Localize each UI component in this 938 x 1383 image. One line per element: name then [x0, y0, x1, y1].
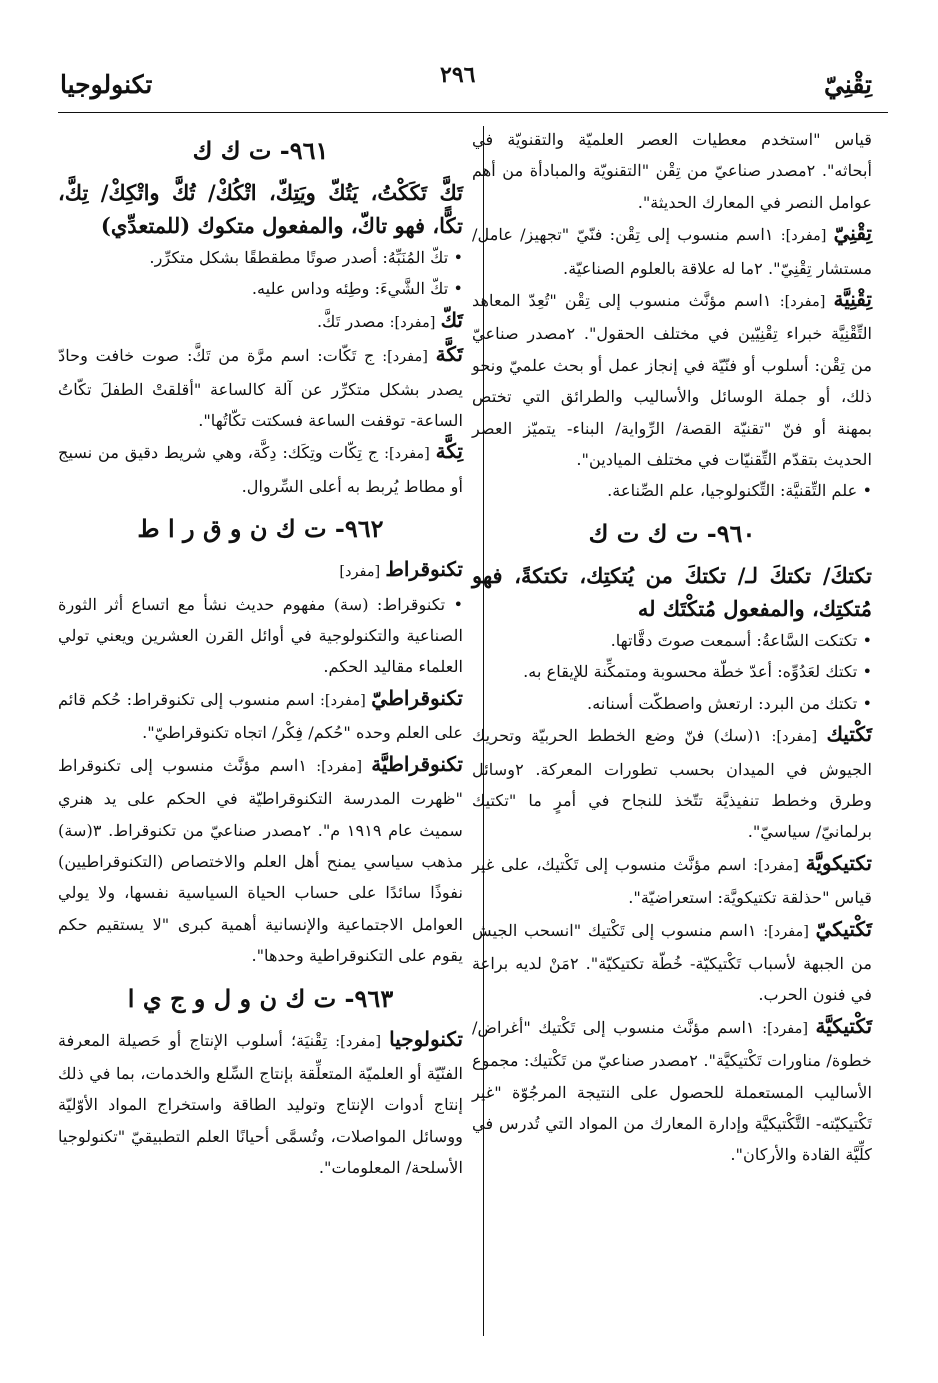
- headword: تَكَّة: [435, 342, 463, 367]
- bullet-item: • تكّ المُنَبِّهُ: أصدر صوتًا مطقطقًا بشكل متكرِّر.: [149, 248, 463, 267]
- left-column: [58, 124, 463, 1184]
- definition: ١اسم منسوب إلى تِقْن: فنّيّ "تجهيز/ عامل/ مستشار تِقْنِيّ". ٢ما له علاقة بالعلوم الصناعيّة.: [472, 225, 872, 278]
- definition: اسم مؤنَّث منسوب إلى تَكْتيك، على غير قياس "حذلقة تكتيكويَّة: استعراضيّة".: [472, 854, 872, 908]
- definition: ١(سك) فنّ وضع الخطط الحربيّة وتحريك الجيوش في الميدان بحسب تطورات المعركة. ٢وسائل وطرق وخطط تنفيذيَّة تتّخذ للنجاح في أمرٍ ما "تكتيك برلمانيّ/ سياسيّ".: [472, 726, 872, 842]
- entry: [58, 436, 463, 502]
- entry: [472, 914, 872, 1011]
- bullet-item: • تكتكت السَّاعةُ: أسمعت صوتَ دقَّاتها.: [610, 630, 872, 650]
- verb-headword: تَكَّ تَكَكْتُ، يَتُكّ ويَتِكّ، اتْكُكْ/ تُكَّ واتْكِكْ/ تِكَّ، تكًّا، فهو تاكّ، والمفعول متكوك (للمتعدِّي): [58, 180, 463, 238]
- headword: تَكّ: [440, 307, 463, 332]
- verb-headword: تكتكَ/ تكتكَ لـ/ تكتكَ من يُتكتِك، تكتكةً، فهو مُتكتِك، والمفعول مُتكْتَك له: [472, 562, 872, 621]
- definition: ١اسم مؤنَّث منسوب إلى تكنوقراط "ظهرت المدرسة التكنوقراطيّة في الحكم على يد هنري سميث عام ١٩١٩ م". ٢مصدر صناعيّ من تكنوقراط. ٣(سة) مذهب سياسي يمنح أهل العلم والاختصاص (التكنوقراطيين) نفوذًا سائدًا على حساب الحياة السياسية نفسها، ولا يولي العوامل الاجتماعية والإنسانية أهمية كبرى "لا يستقيم حكم يقوم على التكنوقراطية وحدها".: [58, 755, 463, 966]
- grammar-tag: [مفرد]:: [771, 729, 818, 746]
- section-heading-962: ٩٦٢- ت ك ن و ق ر ا ط: [137, 514, 384, 544]
- grammar-tag: [مفرد]:: [320, 692, 366, 709]
- entry: [472, 719, 872, 848]
- entry: [58, 339, 463, 436]
- entry-text: قياس "استخدم معطيات العصر العلميّة والتقنويّة في أبحاثه". ٢مصدر صناعيّ من تِقْن "التقنويّة والمبادأة من أهم عوامل النصر في المعارك الحديثة".: [472, 130, 872, 212]
- section-heading-960: ٩٦٠- ت ك ت ك: [588, 518, 756, 548]
- header-rule: [58, 112, 888, 113]
- section-heading-963: ٩٦٣- ت ك ن و ل و ج ي ا: [127, 983, 394, 1013]
- grammar-tag: [مفرد]:: [762, 1020, 809, 1037]
- headword: تِكَّة: [435, 439, 463, 464]
- page-number: ٢٩٦: [440, 62, 476, 88]
- grammar-tag: [مفرد]:: [779, 294, 826, 311]
- headword: تكتيكويَّة: [805, 850, 872, 875]
- header-first-word: تِقْنِيّ: [824, 70, 872, 99]
- bullet-item: • تكتك لعَدُوِّه: أعدّ خطّة محسوبة ومتمكِّنة للإيقاع به.: [523, 662, 872, 682]
- header-last-word: تكنولوجيا: [60, 70, 153, 99]
- definition: مصدر تَكَّ.: [317, 311, 385, 331]
- entry: [472, 218, 872, 284]
- definition: اسم منسوب إلى تكنوقراط: حُكم قائم على العلم وحده "حُكم/ فِكْر/ اتجاه تكنوقراطيّ".: [58, 689, 463, 743]
- bullet-item: • تكّ الشَّيءَ: وطِئه وداس عليه.: [251, 279, 463, 299]
- entry: [472, 284, 872, 475]
- headword: تَكْتيك: [826, 722, 872, 747]
- entry: [58, 1024, 463, 1184]
- entry: [472, 848, 872, 914]
- grammar-tag: [مفرد]:: [780, 228, 827, 245]
- definition: ١اسم مؤنَّث منسوب إلى تَكْتيك "أغراض/ خطوة/ مناورات تَكْتيكيَّة". ٢مصدر صناعيّ من تَكْتيك: مجموع الأساليب المستعملة للحصول على النتيجة المرجُوّة "غير تَكْتيكيّته- التَّكْتيكيَّة وإدارة المعارك من المواد التي تُدرس في كلِّيَّة القادة والأركان".: [472, 1017, 873, 1165]
- definition: ١اسم مؤنَّث منسوب إلى تِقْن "تُعِدّ المعاهد التِّقْنِيَّة خبراء تِقْنِيّين في مختلف الحقول". ٢مصدر صناعيّ من تِقْن: أسلوب أو فنّيّة في إنجاز عمل أو بحث علميّ ونحو ذلك، أو جملة الوسائل والأساليب والطرائق التي تختص بمهنة أو فنّ "تقنيّة القصة/ الرِّواية/ البناء- يتميّز العصر الحديث بتقدّم التِّقنيّات في مختلف الميادين".: [472, 291, 872, 470]
- bullet-item: • تكنوقراط: (سة) مفهوم حديث نشأ مع اتساع أثر الثورة الصناعية والتكنولوجية في أوائل القرن العشرين ويعني تولي العلماء مقاليد الحكم.: [58, 594, 463, 677]
- entry: [58, 749, 463, 972]
- grammar-tag: [مفرد]:: [753, 857, 799, 874]
- headword: تكنوقراطيَّة: [371, 751, 463, 776]
- bullet-item: • تكتك من البرد: ارتعش واصطكّت أسنانه.: [587, 693, 872, 713]
- definition: ج تَكّات: اسم مرَّة من تَكَّ: صوت خافت وحادّ يصدر بشكل متكرِّر عن آلة كالساعة "أقلقتْ الطفلَ تكّاتُ الساعة- توقفت الساعة فسكتت تكّاتُها".: [58, 346, 463, 431]
- headword: تِقْنِيَّة: [833, 287, 872, 312]
- headword: تكنولوجيا: [389, 1026, 463, 1051]
- entry: [58, 305, 463, 339]
- grammar-tag: [مفرد]:: [316, 758, 362, 775]
- entry: [58, 554, 463, 588]
- entry: [472, 1011, 872, 1171]
- definition: تِقْنيَة؛ أسلوب الإنتاج أو حَصيلة المعرفة الفنّيّة أو العلميّة المتعلِّقة بإنتاج السِّلع والخدمات، بما في ذلك إنتاج أدوات الإنتاج وتوليد الطاقة واستخراج المواد الأوّليّة ووسائل المواصلات، وتُسمَّى أحيانًا العلم التطبيقيّ "تكنولوجيا الأسلحة/ المعلومات".: [58, 1030, 463, 1178]
- section-heading-961: ٩٦١- ت ك ك: [192, 136, 329, 165]
- headword: تكنوقراط: [385, 557, 463, 582]
- headword: تَكْتيكيّ: [815, 916, 872, 941]
- headword: تكنوقراطيّ: [371, 685, 463, 710]
- bullet-item: • علم التِّقنيَّة: التِّكنولوجيا، علم الصِّناعة.: [607, 481, 872, 501]
- headword: تَكْتيكيَّة: [815, 1013, 873, 1038]
- entry: [58, 683, 463, 749]
- grammar-tag: [مفرد]:: [763, 923, 809, 940]
- definition: ج تِكّات وتِكَك: دِكَّة، وهي شريط دقيق من نسيج أو مطاط يُربط به أعلى السِّروال.: [58, 443, 463, 496]
- headword: تِقْنِيّ: [833, 221, 872, 246]
- grammar-tag: [مفرد]:: [382, 349, 428, 366]
- definition: ١اسم منسوب إلى تَكْتيك "انسحب الجيش من الجبهة لأسباب تَكْتيكيّة- خُطّة تكتيكيّة". ٢مَنْ لديه براعة في فنون الحرب.: [472, 920, 872, 1005]
- grammar-tag: [مفرد]:: [384, 446, 430, 463]
- right-column: [472, 124, 872, 1171]
- grammar-tag: [مفرد]:: [335, 1033, 382, 1050]
- grammar-tag: [مفرد]: [339, 564, 381, 581]
- grammar-tag: [مفرد]:: [389, 314, 436, 331]
